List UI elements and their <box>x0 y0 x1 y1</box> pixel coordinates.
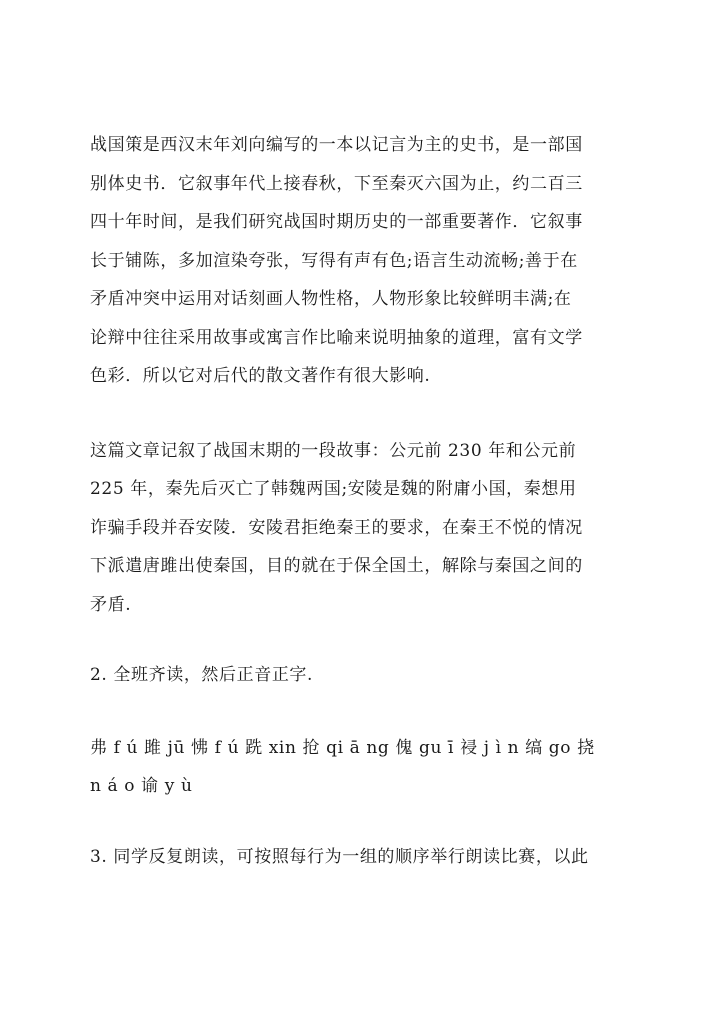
text-line: 这篇文章记叙了战国末期的一段故事：公元前 230 年和公元前 <box>90 440 577 461</box>
text-line: 2. 全班齐读，然后正音正字. <box>90 665 314 685</box>
story-paragraph <box>90 432 635 625</box>
text-line: 弗 f ú 雎 jū 怫 f ú 跣 xin 抢 qi ā ng 傀 gu ī 祲 j ì n 缟 go 挠 <box>90 737 595 758</box>
text-line: 战国策是西汉末年刘向编写的一本以记言为主的史书，是一部国 <box>90 135 583 155</box>
text-line: 长于铺陈，多加渲染夸张，写得有声有色;语言生动流畅;善于在 <box>90 250 578 271</box>
text-line: 3. 同学反复朗读，可按照每行为一组的顺序举行朗读比赛，以此 <box>90 846 589 867</box>
text-line: 225 年，秦先后灭亡了韩魏两国;安陵是魏的附庸小国，秦想用 <box>90 479 577 499</box>
step-2-paragraph <box>90 656 635 695</box>
text-line: 色彩．所以它对后代的散文著作有很大影响. <box>90 366 431 386</box>
text-line: 矛盾冲突中运用对话刻画人物性格，人物形象比较鲜明丰满;在 <box>90 289 572 309</box>
text-line: 四十年时间，是我们研究战国时期历史的一部重要著作．它叙事 <box>90 212 583 232</box>
text-line: n á o 谕 y ù <box>90 776 193 796</box>
intro-paragraph <box>90 126 635 396</box>
document-body <box>90 126 635 876</box>
text-line: 别体史书．它叙事年代上接春秋，下至秦灭六国为止，约二百三 <box>90 173 583 194</box>
step-3-paragraph <box>90 838 635 877</box>
pinyin-paragraph <box>90 729 635 806</box>
text-line: 论辩中往往采用故事或寓言作比喻来说明抽象的道理，富有文学 <box>90 327 583 348</box>
text-line: 下派遣唐雎出使秦国，目的就在于保全国土，解除与秦国之间的 <box>90 556 583 576</box>
text-line: 诈骗手段并吞安陵．安陵君拒绝秦王的要求，在秦王不悦的情况 <box>90 517 583 538</box>
text-line: 矛盾. <box>90 594 132 615</box>
